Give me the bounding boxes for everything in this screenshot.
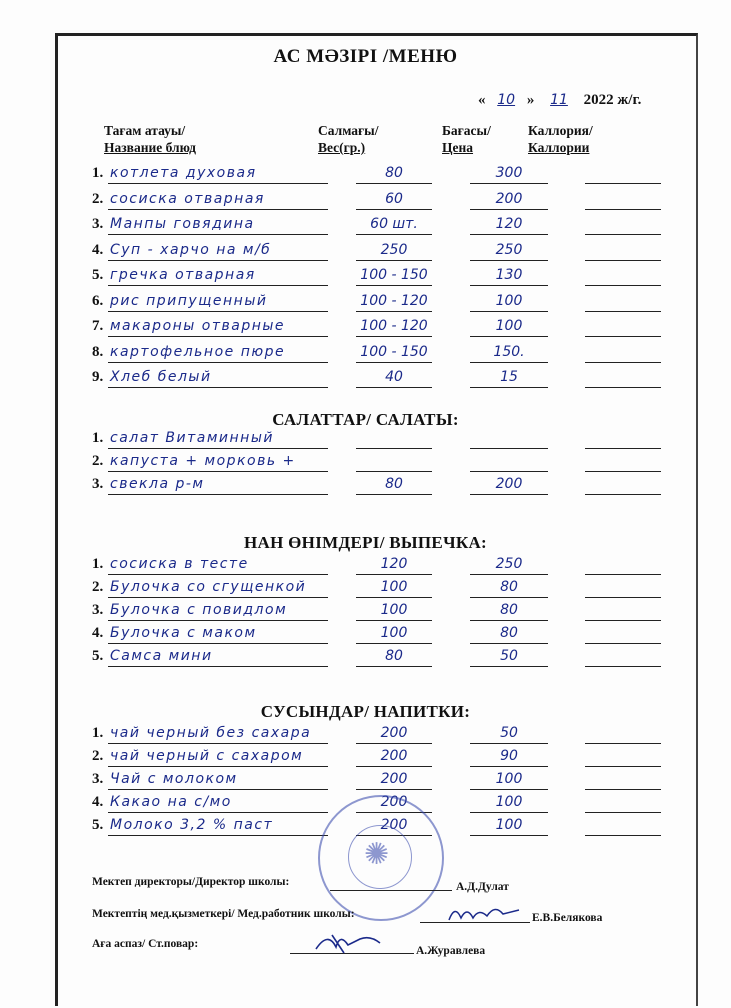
price-underline	[470, 643, 548, 644]
date-quote-open: «	[478, 92, 486, 108]
price-underline	[470, 620, 548, 621]
name-underline	[108, 494, 328, 495]
name-underline	[108, 789, 328, 790]
name-underline	[108, 387, 328, 388]
name-underline	[108, 597, 328, 598]
name-underline	[108, 336, 328, 337]
item-price: 150.	[493, 343, 525, 360]
weight-underline	[356, 448, 432, 449]
weight-underline	[356, 574, 432, 575]
director-signature-line	[330, 890, 452, 891]
item-name: сосиска отварная	[110, 190, 265, 207]
item-weight: 250	[380, 241, 408, 258]
weight-underline	[356, 494, 432, 495]
item-price: 100	[495, 318, 523, 334]
weight-underline	[356, 285, 432, 286]
weight-underline	[356, 336, 432, 337]
item-weight: 80	[385, 648, 403, 664]
item-weight: 100	[380, 579, 408, 595]
medic-name: Е.В.Белякова	[532, 912, 603, 924]
item-price: 100	[495, 817, 523, 833]
item-price: 250	[495, 241, 523, 258]
weight-underline	[356, 234, 432, 235]
item-price: 100	[495, 292, 523, 309]
calories-underline	[585, 471, 661, 472]
weight-underline	[356, 362, 432, 363]
weight-underline	[356, 597, 432, 598]
weight-underline	[356, 260, 432, 261]
header-price-kz: Бағасы/	[442, 123, 491, 138]
item-weight: 200	[380, 725, 408, 741]
name-underline	[108, 209, 328, 210]
calories-underline	[585, 494, 661, 495]
item-weight: 60	[385, 190, 403, 207]
name-underline	[108, 574, 328, 575]
item-weight: 40	[385, 369, 403, 385]
item-number: 5.	[92, 267, 104, 283]
weight-underline	[356, 311, 432, 312]
weight-underline	[356, 209, 432, 210]
price-underline	[470, 766, 548, 767]
chef-name: А.Журавлева	[416, 945, 486, 957]
price-underline	[470, 448, 548, 449]
weight-underline	[356, 620, 432, 621]
name-underline	[108, 620, 328, 621]
header-name-ru: Название блюд	[104, 140, 197, 155]
salads-title: САЛАТТАР/ САЛАТЫ:	[272, 410, 459, 429]
item-name: капуста + морковь +	[110, 453, 296, 469]
name-underline	[108, 471, 328, 472]
name-underline	[108, 260, 328, 261]
item-weight: 100	[380, 602, 408, 618]
item-number: 3.	[92, 602, 104, 618]
item-price: 250	[495, 556, 523, 572]
header-name-kz: Тағам атауы/	[104, 123, 186, 138]
item-weight: 120	[380, 556, 408, 572]
item-name: свекла р-м	[110, 476, 205, 492]
item-number: 5.	[92, 648, 104, 664]
item-weight: 80	[385, 165, 403, 181]
name-underline	[108, 812, 328, 813]
date-quote-close: »	[526, 92, 535, 108]
header-calories	[528, 122, 593, 156]
header-weight-ru: Вес(гр.)	[318, 140, 366, 155]
price-underline	[470, 597, 548, 598]
name-underline	[108, 448, 328, 449]
item-number: 2.	[92, 748, 104, 764]
calories-underline	[585, 209, 661, 210]
weight-underline	[356, 643, 432, 644]
item-weight: 200	[380, 817, 408, 833]
item-price: 90	[500, 748, 518, 764]
weight-underline	[356, 766, 432, 767]
price-underline	[470, 666, 548, 667]
name-underline	[108, 666, 328, 667]
chef-label: Аға аспаз/ Ст.повар:	[92, 938, 199, 950]
item-weight: 60 шт.	[370, 216, 418, 232]
emblem-icon: ✺	[364, 838, 390, 871]
calories-underline	[585, 643, 661, 644]
item-name: Хлеб белый	[110, 369, 212, 385]
item-price: 120	[495, 216, 523, 232]
calories-underline	[585, 620, 661, 621]
item-name: Суп - харчо на м/б	[110, 241, 272, 258]
chef-signature	[310, 925, 390, 957]
item-price: 50	[500, 725, 518, 741]
price-underline	[470, 471, 548, 472]
item-number: 2.	[92, 579, 104, 595]
item-number: 1.	[92, 165, 104, 181]
school-stamp	[318, 795, 444, 921]
calories-underline	[585, 183, 661, 184]
header-cal-kz: Каллория/	[528, 123, 593, 138]
price-underline	[470, 183, 548, 184]
item-number: 4.	[92, 625, 104, 641]
medic-signature	[445, 900, 525, 926]
calories-underline	[585, 260, 661, 261]
price-underline	[470, 494, 548, 495]
item-name: салат Витаминный	[110, 430, 274, 446]
weight-underline	[356, 387, 432, 388]
price-underline	[470, 789, 548, 790]
item-number: 6.	[92, 292, 104, 309]
director-name: А.Д.Дулат	[456, 881, 509, 893]
item-price: 130	[495, 267, 523, 283]
item-number: 1.	[92, 430, 104, 446]
item-price: 100	[495, 771, 523, 787]
item-name: котлета духовая	[110, 165, 257, 181]
calories-underline	[585, 789, 661, 790]
name-underline	[108, 643, 328, 644]
item-number: 1.	[92, 556, 104, 572]
item-name: Молоко 3,2 % паст	[110, 817, 274, 833]
item-weight: 100 - 150	[360, 343, 428, 360]
name-underline	[108, 743, 328, 744]
item-weight: 200	[380, 794, 408, 810]
price-underline	[470, 835, 548, 836]
name-underline	[108, 183, 328, 184]
item-weight: 200	[380, 748, 408, 764]
calories-underline	[585, 448, 661, 449]
name-underline	[108, 285, 328, 286]
header-name	[104, 122, 196, 156]
price-underline	[470, 812, 548, 813]
calories-underline	[585, 362, 661, 363]
price-underline	[470, 387, 548, 388]
item-number: 4.	[92, 241, 104, 258]
header-cal-ru: Каллории	[528, 140, 590, 155]
header-weight-kz: Салмағы/	[318, 123, 379, 138]
item-number: 3.	[92, 216, 104, 232]
weight-underline	[356, 666, 432, 667]
calories-underline	[585, 336, 661, 337]
item-weight: 100	[380, 625, 408, 641]
item-name: Булочка со сгущенкой	[110, 579, 307, 595]
item-number: 7.	[92, 318, 104, 334]
item-number: 8.	[92, 343, 104, 360]
price-underline	[470, 209, 548, 210]
item-price: 200	[495, 476, 523, 492]
name-underline	[108, 311, 328, 312]
date-year: 2022 ж/г.	[583, 92, 642, 108]
calories-underline	[585, 574, 661, 575]
item-weight: 100 - 120	[360, 318, 428, 334]
item-name: макароны отварные	[110, 318, 286, 334]
item-number: 5.	[92, 817, 104, 833]
weight-underline	[356, 789, 432, 790]
header-weight	[318, 122, 378, 156]
weight-underline	[356, 183, 432, 184]
price-underline	[470, 743, 548, 744]
item-price: 80	[500, 625, 518, 641]
calories-underline	[585, 234, 661, 235]
item-price: 50	[500, 648, 518, 664]
price-underline	[470, 336, 548, 337]
name-underline	[108, 766, 328, 767]
date-month: 11	[550, 92, 568, 108]
calories-underline	[585, 666, 661, 667]
item-weight: 100 - 150	[360, 267, 428, 283]
item-number: 3.	[92, 476, 104, 492]
item-name: Манпы говядина	[110, 216, 255, 232]
item-number: 1.	[92, 725, 104, 741]
item-number: 4.	[92, 794, 104, 810]
bakery-title: НАН ӨНІМДЕРІ/ ВЫПЕЧКА:	[243, 533, 488, 552]
name-underline	[108, 234, 328, 235]
price-underline	[470, 311, 548, 312]
item-price: 100	[495, 794, 523, 810]
price-underline	[470, 260, 548, 261]
calories-underline	[585, 812, 661, 813]
name-underline	[108, 835, 328, 836]
page-title: АС МӘЗІРІ /МЕНЮ	[273, 46, 458, 67]
item-price: 300	[495, 165, 523, 181]
item-number: 9.	[92, 369, 104, 385]
item-weight: 200	[380, 771, 408, 787]
item-name: Чай с молоком	[110, 771, 238, 787]
item-number: 2.	[92, 190, 104, 207]
price-underline	[470, 574, 548, 575]
item-price: 200	[495, 190, 523, 207]
medic-label: Мектептің мед.қызметкері/ Мед.работник школы:	[92, 908, 355, 920]
item-name: Какао на с/мо	[110, 794, 232, 810]
item-name: Самса мини	[110, 648, 213, 664]
item-price: 80	[500, 579, 518, 595]
calories-underline	[585, 387, 661, 388]
item-name: картофельное пюре	[110, 343, 286, 360]
price-underline	[470, 362, 548, 363]
weight-underline	[356, 743, 432, 744]
item-name: Булочка с повидлом	[110, 602, 288, 618]
item-price: 80	[500, 602, 518, 618]
item-number: 3.	[92, 771, 104, 787]
calories-underline	[585, 285, 661, 286]
drinks-title: СУСЫНДАР/ НАПИТКИ:	[260, 702, 471, 721]
header-price	[442, 122, 491, 156]
price-underline	[470, 234, 548, 235]
calories-underline	[585, 311, 661, 312]
date-line	[478, 92, 641, 109]
item-weight: 80	[385, 476, 403, 492]
item-number: 2.	[92, 453, 104, 469]
item-name: чай черный с сахаром	[110, 748, 304, 764]
director-label: Мектеп директоры/Директор школы:	[92, 876, 290, 888]
item-name: чай черный без сахара	[110, 725, 312, 741]
item-name: сосиска в тесте	[110, 556, 249, 572]
item-weight: 100 - 120	[360, 292, 428, 309]
header-price-ru: Цена	[442, 140, 474, 155]
item-price: 15	[500, 369, 518, 385]
name-underline	[108, 362, 328, 363]
item-name: гречка отварная	[110, 267, 256, 283]
date-day: 10	[497, 92, 516, 108]
item-name: рис припущенный	[110, 292, 268, 309]
item-name: Булочка с маком	[110, 625, 257, 641]
calories-underline	[585, 597, 661, 598]
calories-underline	[585, 766, 661, 767]
price-underline	[470, 285, 548, 286]
weight-underline	[356, 471, 432, 472]
calories-underline	[585, 835, 661, 836]
calories-underline	[585, 743, 661, 744]
